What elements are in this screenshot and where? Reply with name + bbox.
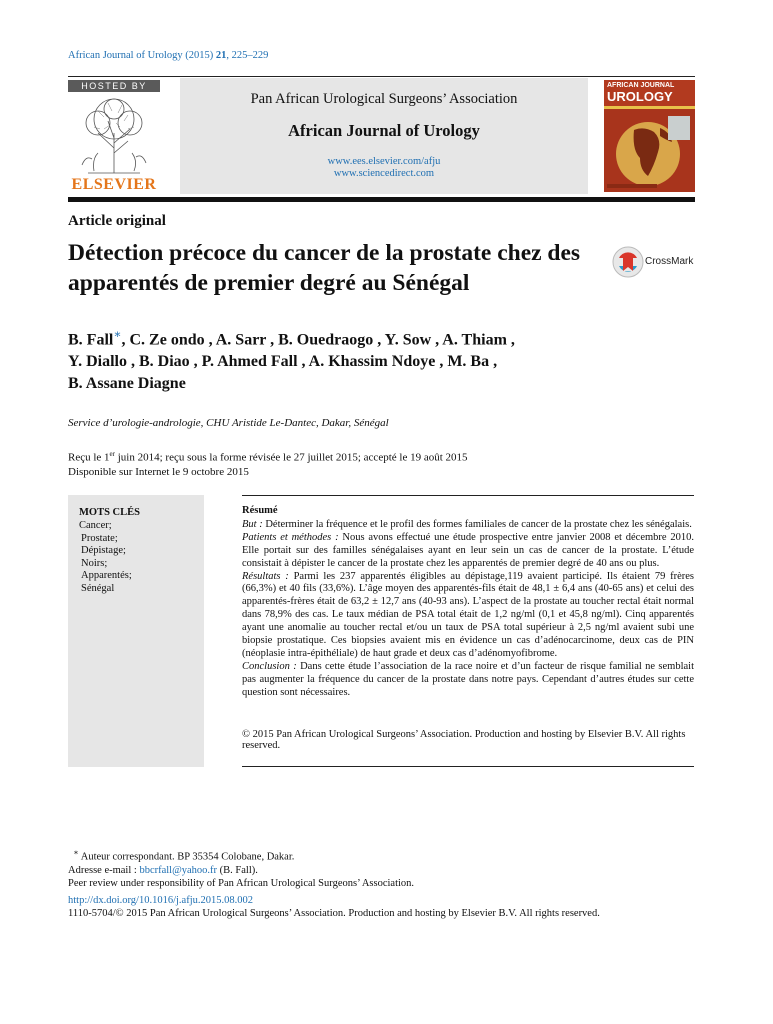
corresponding-author-marker[interactable]: ∗	[113, 327, 122, 341]
footnote-star: ∗	[73, 848, 79, 857]
but-label: But :	[242, 518, 263, 530]
abstract-methods	[242, 532, 694, 571]
citation-pages: , 225–229	[226, 50, 269, 61]
cover-title-line1: AFRICAN JOURNAL	[607, 82, 675, 89]
elsevier-wordmark: ELSEVIER	[71, 176, 157, 193]
citation-volume: 21	[215, 50, 227, 61]
crossmark-label: CrossMark	[645, 256, 694, 267]
email-label: Adresse e-mail :	[68, 864, 140, 876]
abstract	[242, 505, 694, 700]
email-note	[68, 864, 698, 877]
journal-name: African Journal of Urology	[288, 121, 480, 140]
keyword-item: Cancer;	[79, 520, 112, 531]
article-dates	[68, 447, 468, 479]
abstract-heading: Résumé	[242, 505, 278, 516]
hosted-by-banner: HOSTED BY	[68, 80, 160, 92]
author-list	[68, 323, 588, 395]
journal-url-sciencedirect[interactable]: www.sciencedirect.com	[333, 168, 435, 179]
methods-text: Nous avons effectué une étude prospective entre janvier 2008 et décembre 2010. Elle portait sur des familles sénégalaises ayant en leur sein un cas de cancer de la prostate. L’étude consistait à dépister le cancer de la prostate chez les apparentés de premier degré de 40 ans ou plus.	[242, 531, 694, 569]
received-sup: er	[109, 450, 115, 458]
society-name: Pan African Urological Surgeons’ Association	[250, 91, 518, 107]
corresponding-text: Auteur correspondant. BP 35354 Colobane, Dakar.	[78, 851, 295, 863]
citation-journal: African Journal of Urology (2015)	[68, 50, 214, 61]
conclusion-label: Conclusion :	[242, 660, 297, 672]
cover-title	[604, 80, 695, 106]
keyword-item: Sénégal	[81, 582, 115, 594]
conclusion-text: Dans cette étude l’association de la race noire et d’un facteur de risque familial ne semblait pas augmenter la fréquence du cancer de la prostate dans notre pays. Cependant d’autres études sur cette question sont nécessaires.	[242, 660, 694, 698]
elsevier-tree-icon	[68, 93, 160, 177]
issn-copyright: 1110-5704/© 2015 Pan African Urological Surgeons’ Association. Production and hosting by Elsevier B.V. All rights reserved.	[68, 908, 600, 919]
keywords-title: MOTS CLÉS	[79, 507, 140, 518]
citation-line[interactable]	[68, 50, 268, 61]
affiliation: Service d’urologie-andrologie, CHU Aristide Le-Dantec, Dakar, Sénégal	[68, 417, 389, 429]
journal-cover-thumbnail[interactable]	[604, 80, 695, 192]
abstract-but	[242, 519, 694, 532]
header-bottom-rule	[68, 197, 695, 202]
keyword-item: Prostate;	[81, 532, 118, 544]
footnotes	[68, 846, 698, 890]
journal-masthead	[180, 78, 588, 194]
keywords-panel	[68, 495, 204, 767]
results-text: Parmi les 237 apparentés éligibles au dépistage,119 avaient participé. Ils étaient 79 frères (66,3%) et 40 fils (33,6%). L’âge moyen des apparentés-fils était de 48,1 ± 6,4 ans (40-65 ans) et celui des apparentés-frères était de 63,2 ± 12,7 ans (40-93 ans). L’aspect de la prostate au toucher rectal était normal dans 78,9% des cas. Le taux médian de PSA total était de 1,2 ng/ml (0,1 et 45,8 ng/ml). Cinq apparentés ayant une anomalie au toucher rectal et/ou un taux de PSA total supérieur à 2,5 ng/ml avaient subi une biopsie prostatique. Ces biopsies avaient mis en évidence un cas d’adénocarcinome, deux cas de PIN (néoplasie intra-épithéliale) de haut grade et deux cas d’adénomyofibrome.	[242, 570, 694, 659]
header-top-rule	[68, 76, 695, 77]
author-line-1-rest: , C. Ze ondo , A. Sarr , B. Ouedraogo , Y. Sow , A. Thiam ,	[121, 331, 515, 349]
received-prefix: Reçu le 1	[68, 451, 110, 464]
article-title: Détection précoce du cancer de la prostate chez des apparentés de premier degré au Sénégal	[68, 240, 581, 296]
publisher-logo[interactable]	[68, 80, 160, 191]
author-line-2: Y. Diallo , B. Diao , P. Ahmed Fall , A. Khassim Ndoye , M. Ba ,	[68, 353, 498, 371]
abstract-top-rule	[242, 495, 694, 496]
abstract-results	[242, 571, 694, 661]
cover-title-line2: UROLOGY	[607, 89, 673, 104]
doi-link[interactable]: http://dx.doi.org/10.1016/j.afju.2015.08.002	[68, 895, 254, 906]
keyword-item: Apparentés;	[81, 570, 132, 582]
results-label: Résultats :	[242, 570, 289, 582]
abstract-conclusion	[242, 661, 694, 700]
crossmark-icon	[612, 246, 644, 278]
history-rest: juin 2014; reçu sous la forme révisée le 27 juillet 2015; accepté le 19 août 2015	[115, 451, 468, 464]
peer-review-note: Peer review under responsibility of Pan African Urological Surgeons’ Association.	[68, 877, 415, 889]
email-suffix: (B. Fall).	[217, 864, 258, 876]
email-link[interactable]: bbcrfall@yahoo.fr	[139, 864, 218, 876]
author-line-1	[68, 323, 588, 351]
author-line-3: B. Assane Diagne	[68, 375, 186, 393]
methods-label: Patients et méthodes :	[242, 531, 339, 543]
keyword-item: Noirs;	[81, 557, 108, 569]
article-type: Article original	[68, 213, 166, 229]
corresponding-note	[68, 846, 698, 864]
journal-url-ees[interactable]: www.ees.elsevier.com/afju	[327, 156, 441, 167]
abstract-copyright: © 2015 Pan African Urological Surgeons’ Association. Production and hosting by Elsevier B.V. All rights reserved.	[242, 729, 686, 751]
keyword-item: Dépistage;	[81, 545, 126, 557]
crossmark-badge[interactable]	[612, 246, 696, 278]
history-dates	[68, 447, 468, 465]
author-fall[interactable]: B. Fall	[68, 331, 114, 349]
but-text: Déterminer la fréquence et le profil des formes familiales de cancer de la prostate chez les sénégalais.	[262, 518, 692, 530]
abstract-bottom-rule	[242, 766, 694, 767]
online-date: Disponible sur Internet le 9 octobre 2015	[68, 465, 249, 478]
